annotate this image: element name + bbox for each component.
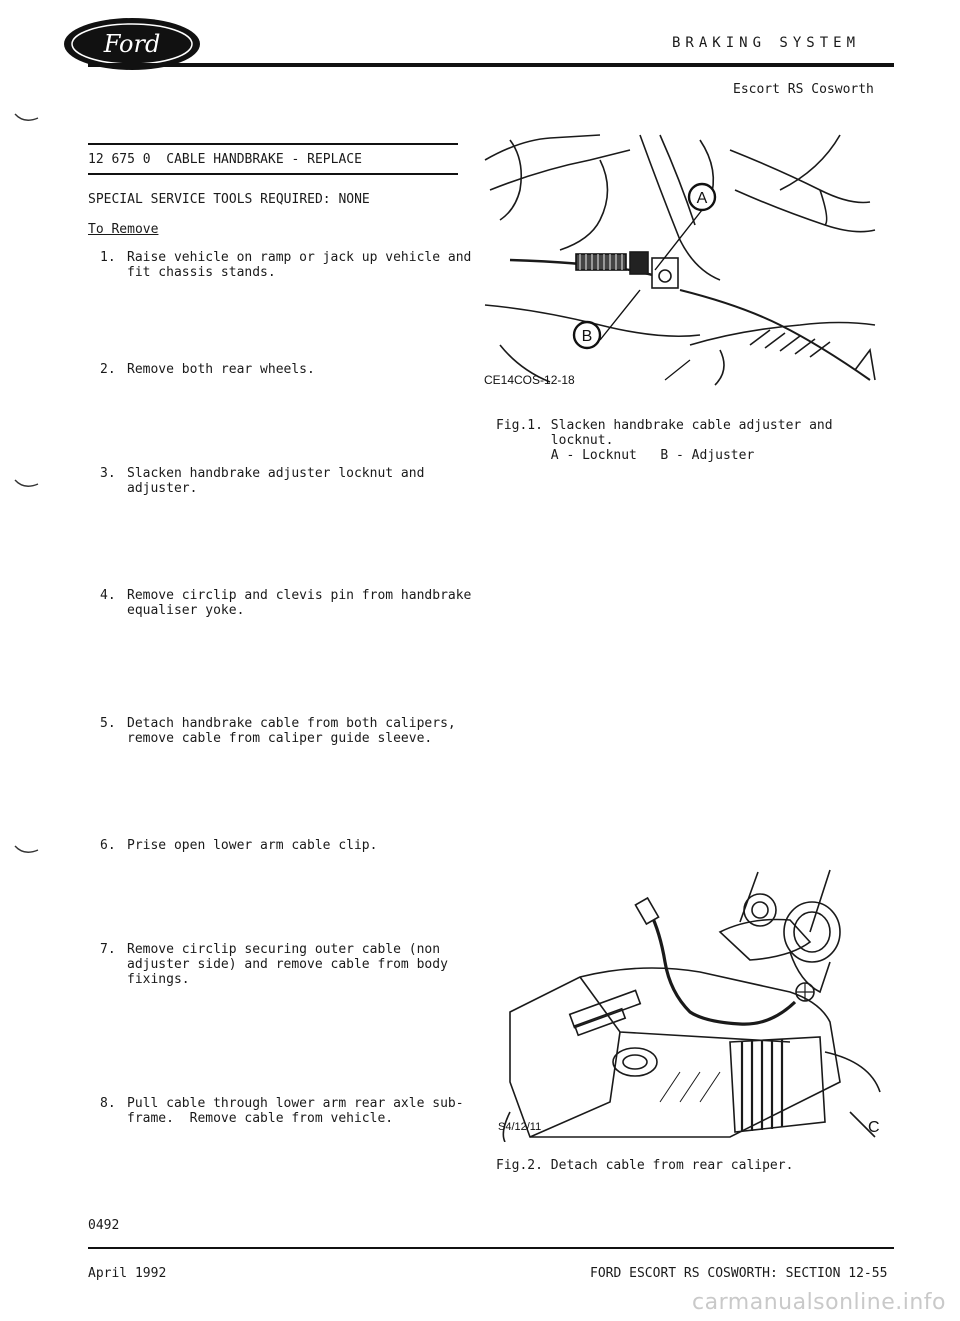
step-text: Remove circlip and clevis pin from handbrake equaliser yoke.: [127, 588, 472, 618]
step-number: 5.: [100, 716, 116, 731]
figure-1: [480, 130, 880, 390]
callout-a-label: A: [696, 190, 708, 207]
step-text: Raise vehicle on ramp or jack up vehicle and fit chassis stands.: [127, 250, 472, 280]
manual-section-reference: FORD ESCORT RS COSWORTH: SECTION 12-55: [590, 1266, 888, 1281]
step-text: Remove both rear wheels.: [127, 362, 315, 377]
logo-text: Ford: [103, 30, 161, 58]
publication-date: April 1992: [88, 1266, 167, 1281]
step-6: [100, 838, 480, 883]
step-number: 3.: [100, 466, 116, 481]
step-7: [100, 942, 480, 987]
step-1: [100, 250, 480, 295]
step-text: Slacken handbrake adjuster locknut and adjuster.: [127, 466, 425, 496]
section-title: To Remove: [88, 222, 159, 237]
step-number: 8.: [100, 1096, 116, 1111]
step-text: Remove circlip securing outer cable (non adjuster side) and remove cable from body fixings.: [127, 942, 448, 987]
figure-2-caption: Fig.2. Detach cable from rear caliper.: [496, 1158, 794, 1173]
step-8: [100, 1096, 480, 1141]
rear-caliper-illustration: [490, 862, 890, 1142]
callout-c-label: C: [868, 1119, 880, 1136]
figure-2: [490, 862, 890, 1142]
figure-1-caption: Fig.1. Slacken handbrake cable adjuster and locknut. A - Locknut B - Adjuster: [496, 418, 833, 463]
callout-b-label: B: [581, 328, 593, 345]
step-text: Prise open lower arm cable clip.: [127, 838, 378, 853]
step-number: 1.: [100, 250, 116, 265]
step-5: [100, 716, 480, 761]
special-tools-line: SPECIAL SERVICE TOOLS REQUIRED: NONE: [88, 192, 370, 207]
footer-rule: [88, 1247, 894, 1249]
header-rule: [88, 63, 894, 67]
page-section-title: BRAKING SYSTEM: [672, 35, 861, 51]
step-4: [100, 588, 480, 633]
vehicle-model: Escort RS Cosworth: [733, 82, 874, 97]
document-code: 0492: [88, 1218, 120, 1233]
margin-mark: [14, 112, 40, 126]
step-2: [100, 362, 480, 407]
figure-2-reference: S4/12/11: [498, 1121, 542, 1133]
figure-1-reference: CE14COS-12-18: [484, 373, 575, 387]
step-text: Detach handbrake cable from both calipers, remove cable from caliper guide sleeve.: [127, 716, 456, 746]
step-number: 6.: [100, 838, 116, 853]
step-number: 4.: [100, 588, 116, 603]
watermark: carmanualsonline.info: [692, 1290, 946, 1315]
step-3: [100, 466, 480, 511]
heading-rule-top: [88, 143, 458, 145]
heading-rule-bottom: [88, 173, 458, 175]
step-text: Pull cable through lower arm rear axle sub- frame. Remove cable from vehicle.: [127, 1096, 464, 1126]
step-number: 7.: [100, 942, 116, 957]
margin-mark: [14, 478, 40, 492]
step-number: 2.: [100, 362, 116, 377]
margin-mark: [14, 844, 40, 858]
handbrake-adjuster-illustration: [480, 130, 880, 390]
procedure-heading: 12 675 0 CABLE HANDBRAKE - REPLACE: [88, 152, 362, 167]
